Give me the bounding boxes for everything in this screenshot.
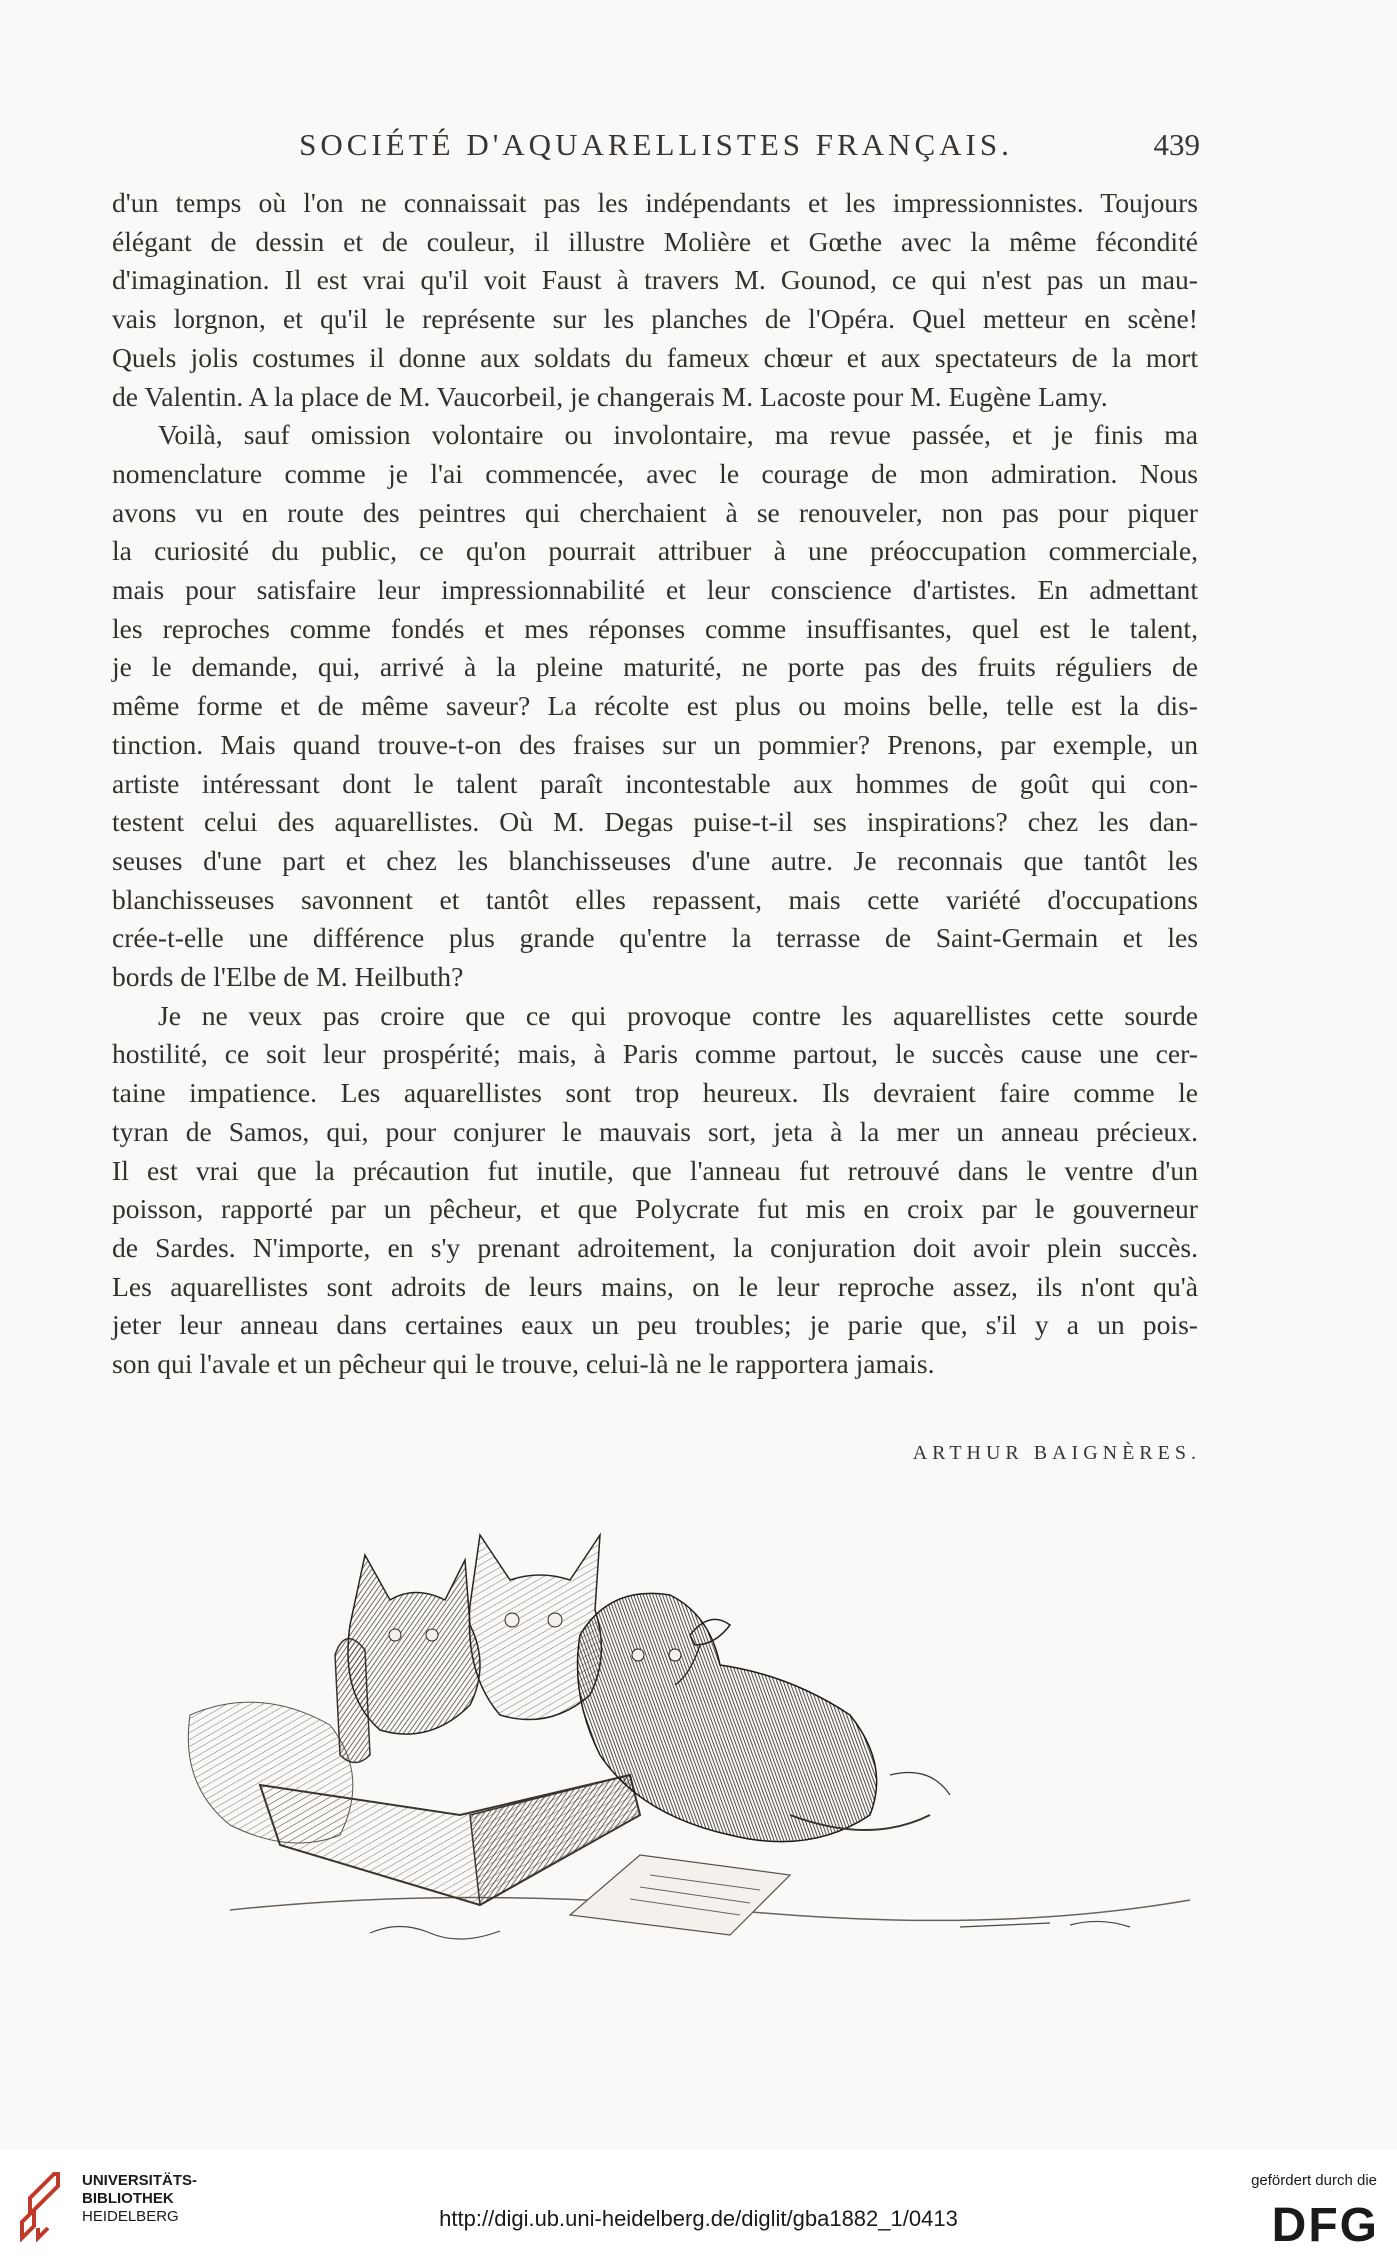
text-line: avons vu en route des peintres qui cherchaient à se renouveler, non pas pour piquer bbox=[112, 496, 1198, 528]
author-signature: ARTHUR BAIGNÈRES. bbox=[912, 1442, 1201, 1464]
text-line: jeter leur anneau dans certaines eaux un peu troubles; je parie que, s'il y a un pois- bbox=[112, 1309, 1198, 1341]
text-line: son qui l'avale et un pêcheur qui le trouve, celui-là ne le rapportera jamais. bbox=[112, 1348, 935, 1380]
text-line: tyran de Samos, qui, pour conjurer le mauvais sort, jeta à la mer un anneau précieux. bbox=[112, 1115, 1198, 1147]
text-line: d'imagination. Il est vrai qu'il voit Faust à travers M. Gounod, ce qui n'est pas un mau- bbox=[112, 264, 1198, 296]
text-line: de Valentin. A la place de M. Vaucorbeil, je changerais M. Lacoste pour M. Eugène Lamy. bbox=[112, 380, 1108, 412]
text-line: seuses d'une part et chez les blanchisseuses d'une autre. Je reconnais que tantôt les bbox=[112, 844, 1198, 876]
text-line: Voilà, sauf omission volontaire ou involontaire, ma revue passée, et je finis ma bbox=[158, 419, 1198, 451]
text-line: taine impatience. Les aquarellistes sont trop heureux. Ils devraient faire comme le bbox=[112, 1077, 1198, 1109]
text-line: de Sardes. N'importe, en s'y prenant adroitement, la conjuration doit avoir plein succès. bbox=[112, 1231, 1198, 1263]
text-line: bords de l'Elbe de M. Heilbuth? bbox=[112, 961, 464, 993]
text-line: hostilité, ce soit leur prospérité; mais, à Paris comme partout, le succès cause une cer- bbox=[112, 1038, 1198, 1070]
institution-line-2: BIBLIOTHEK bbox=[82, 2190, 174, 2207]
text-line: poisson, rapporté par un pêcheur, et que Polycrate fut mis en croix par le gouverneur bbox=[112, 1193, 1198, 1225]
institution-line-1: UNIVERSITÄTS- bbox=[82, 2172, 198, 2189]
dfg-logo-icon: DFG bbox=[1271, 2199, 1379, 2252]
page-header bbox=[112, 127, 1200, 167]
funding-note: gefördert durch die bbox=[1251, 2172, 1377, 2189]
text-line: les reproches comme fondés et mes réponses comme insuffisantes, quel est le talent, bbox=[112, 612, 1198, 644]
text-line: artiste intéressant dont le talent paraît incontestable aux hommes de goût qui con- bbox=[112, 767, 1198, 799]
text-line: tinction. Mais quand trouve-t-on des fraises sur un pommier? Prenons, par exemple, un bbox=[112, 728, 1198, 760]
text-line: nomenclature comme je l'ai commencée, avec le courage de mon admiration. Nous bbox=[112, 457, 1198, 489]
text-line: Il est vrai que la précaution fut inutile, que l'anneau fut retrouvé dans le ventre d'un bbox=[112, 1154, 1198, 1186]
text-line: mais pour satisfaire leur impressionnabilité et leur conscience d'artistes. En admettant bbox=[112, 574, 1198, 606]
text-line: crée-t-elle une différence plus grande qu'entre la terrasse de Saint-Germain et les bbox=[112, 922, 1198, 954]
text-line: Les aquarellistes sont adroits de leurs mains, on le leur reproche assez, ils n'ont qu'à bbox=[112, 1270, 1198, 1302]
library-footer bbox=[0, 2150, 1397, 2261]
kittens-engraving-icon bbox=[170, 1515, 1250, 1945]
text-line: même forme et de même saveur? La récolte est plus ou moins belle, telle est la dis- bbox=[112, 690, 1198, 722]
text-line: élégant de dessin et de couleur, il illustre Molière et Gœthe avec la même fécondité bbox=[112, 225, 1198, 257]
text-line: je le demande, qui, arrivé à la pleine maturité, ne porte pas des fruits réguliers de bbox=[112, 651, 1198, 683]
text-line: Je ne veux pas croire que ce qui provoque contre les aquarellistes cette sourde bbox=[158, 999, 1198, 1031]
running-title: SOCIÉTÉ D'AQUARELLISTES FRANÇAIS. bbox=[299, 127, 1013, 162]
article-text bbox=[112, 184, 1198, 1384]
source-url-link[interactable]: http://digi.ub.uni-heidelberg.de/diglit/gba1882_1/0413 bbox=[439, 2206, 958, 2231]
text-line: d'un temps où l'on ne connaissait pas les indépendants et les impressionnistes. Toujours bbox=[112, 187, 1198, 218]
text-line: blanchisseuses savonnent et tantôt elles repassent, mais cette variété d'occupations bbox=[112, 883, 1198, 915]
text-line: la curiosité du public, ce qu'on pourrait attribuer à une préoccupation commerciale, bbox=[112, 535, 1198, 567]
institution-line-3: HEIDELBERG bbox=[82, 2208, 179, 2225]
text-line: vais lorgnon, et qu'il le représente sur les planches de l'Opéra. Quel metteur en scène! bbox=[112, 303, 1198, 335]
text-line: testent celui des aquarellistes. Où M. Degas puise-t-il ses inspirations? chez les dan- bbox=[112, 806, 1198, 838]
text-line: Quels jolis costumes il donne aux soldats du fameux chœur et aux spectateurs de la mort bbox=[112, 341, 1198, 373]
page-number: 439 bbox=[1153, 127, 1200, 162]
